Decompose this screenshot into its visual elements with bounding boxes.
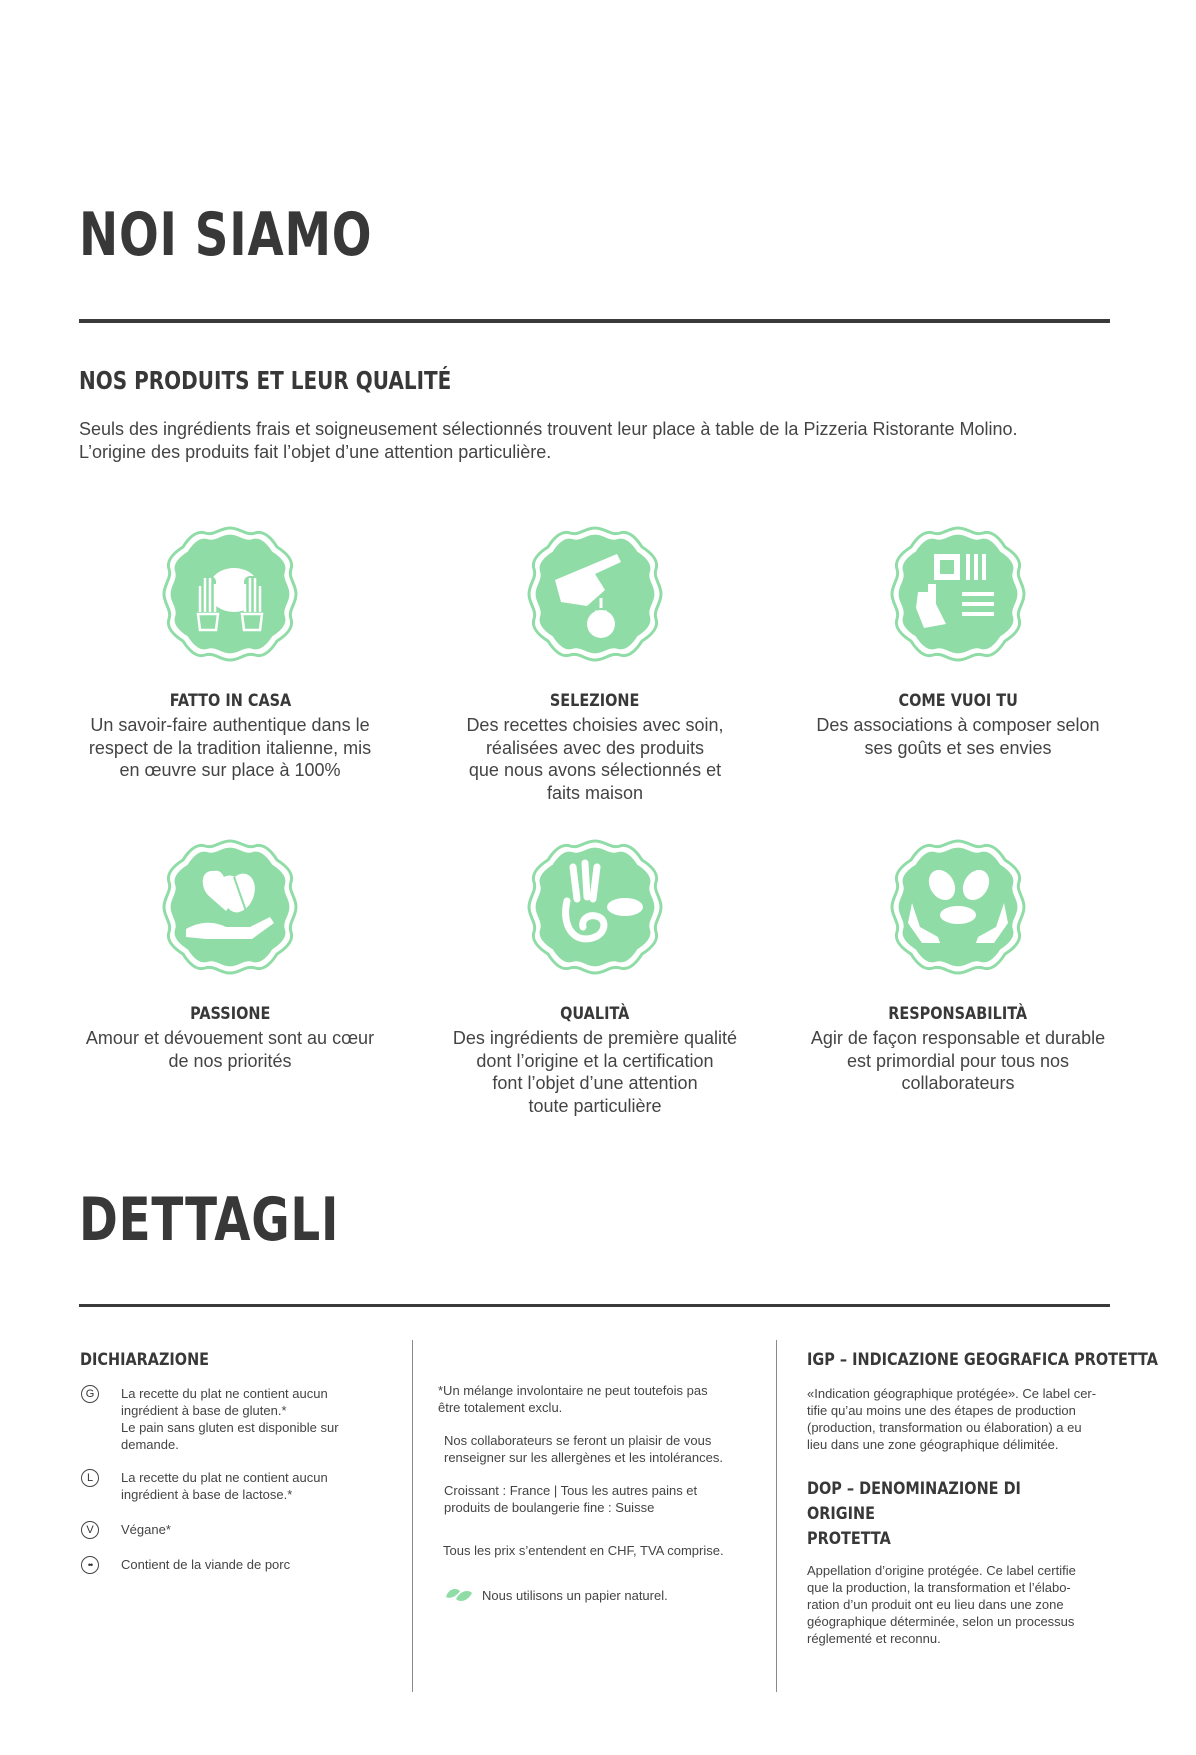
declaration-text: Végane*	[121, 1522, 171, 1537]
leaves-icon	[444, 1585, 474, 1605]
note-prices: Tous les prix s’entendent en CHF, TVA comprise.	[443, 1543, 724, 1558]
declaration-text: La recette du plat ne contient aucun ingrédient à base de gluten.* Le pain sans gluten est disponible sur demande.	[121, 1386, 339, 1452]
vegan-icon: V	[81, 1521, 99, 1539]
declaration-item-lactose	[80, 1469, 380, 1503]
page-title-noi-siamo: NOI SIAMO	[79, 200, 373, 270]
declaration-item-pork	[80, 1556, 380, 1573]
labels-column	[807, 1340, 1158, 1647]
lactose-free-icon: L	[81, 1469, 99, 1487]
note-paper	[444, 1587, 758, 1604]
feature-text: Des associations à composer selon ses goûts et ses envies	[816, 715, 1100, 758]
feature-text: Amour et dévouement sont au cœur de nos priorités	[85, 1028, 375, 1071]
hands-dough-icon	[160, 524, 300, 664]
declaration-heading: DICHIARAZIONE	[80, 1350, 210, 1370]
intro-text: Seuls des ingrédients frais et soigneusement sélectionnés trouvent leur place à table de la Pizzeria Ristorante Molino. L’origine des produits fait l’objet d’une attention particulière.	[79, 419, 1018, 462]
page-title-dettagli: DETTAGLI	[79, 1185, 340, 1255]
hands-recycle-leaves-icon	[888, 837, 1028, 977]
divider	[79, 1304, 1110, 1307]
gluten-free-icon: G	[81, 1385, 99, 1403]
feature-text: Des ingrédients de première qualité dont l’origine et la certification font l’objet d’une attention toute particulière	[452, 1028, 738, 1116]
section-subtitle: NOS PRODUITS ET LEUR QUALITÉ	[79, 366, 452, 395]
declaration-item-gluten	[80, 1385, 380, 1453]
declaration-item-vegan	[80, 1521, 380, 1538]
hand-heart-leaf-icon	[160, 837, 300, 977]
feature-text: Des recettes choisies avec soin, réalisées avec des produits que nous avons sélectionnés et faits maison	[466, 715, 724, 803]
feature-come-vuoi-tu	[793, 524, 1123, 759]
note-mix: *Un mélange involontaire ne peut toutefois pas être totalement exclu.	[438, 1383, 708, 1415]
dop-heading-2: PROTETTA	[807, 1529, 891, 1549]
igp-text: «Indication géographique protégée». Ce label cer- tifie qu’au moins une des étapes de production (production, transformation ou élaboration) a eu lieu dans une zone géographique délimitée.	[807, 1386, 1097, 1452]
divider	[79, 319, 1110, 323]
column-divider	[412, 1340, 413, 1692]
feature-qualita	[430, 837, 760, 1117]
feature-title: QUALITÀ	[560, 1004, 630, 1024]
pork-icon: ••	[81, 1556, 99, 1574]
declaration-text: La recette du plat ne contient aucun ingrédient à base de lactose.*	[121, 1470, 328, 1502]
feature-title: RESPONSABILITÀ	[888, 1004, 1028, 1024]
hand-ok-leaf-icon	[525, 837, 665, 977]
dop-heading: DOP – DENOMINAZIONE DI ORIGINE	[807, 1479, 1021, 1524]
hand-tomato-icon	[525, 524, 665, 664]
declaration-text: Contient de la viande de porc	[121, 1557, 291, 1572]
feature-passione	[65, 837, 395, 1072]
feature-text: Agir de façon responsable et durable est primordial pour tous nos collaborateurs	[810, 1028, 1106, 1093]
notes-column	[438, 1382, 758, 1604]
feature-title: SELEZIONE	[550, 691, 640, 711]
paper-note-text: Nous utilisons un papier naturel.	[482, 1588, 668, 1603]
feature-title: COME VUOI TU	[898, 691, 1018, 711]
feature-title: PASSIONE	[189, 1004, 271, 1024]
feature-fatto-in-casa	[65, 524, 395, 782]
declaration-column	[80, 1340, 380, 1573]
note-origin: Croissant : France | Tous les autres pains et produits de boulangerie fine : Suisse	[444, 1483, 698, 1515]
igp-heading: IGP – INDICAZIONE GEOGRAFICA PROTETTA	[807, 1350, 1158, 1370]
feature-responsabilita	[793, 837, 1123, 1095]
hand-pasta-icon	[888, 524, 1028, 664]
column-divider	[776, 1340, 777, 1692]
note-allergens: Nos collaborateurs se feront un plaisir de vous renseigner sur les allergènes et les intolérances.	[444, 1433, 723, 1465]
feature-selezione	[430, 524, 760, 804]
dop-text: Appellation d’origine protégée. Ce label certifie que la production, la transformation et l’élabo- ration d’un produit ont eu lieu dans une zone géographique déterminée, selon un processus réglementé et reconnu.	[807, 1563, 1076, 1646]
feature-text: Un savoir-faire authentique dans le respect de la tradition italienne, mis en œuvre sur place à 100%	[88, 715, 372, 780]
feature-title: FATTO IN CASA	[169, 691, 291, 711]
